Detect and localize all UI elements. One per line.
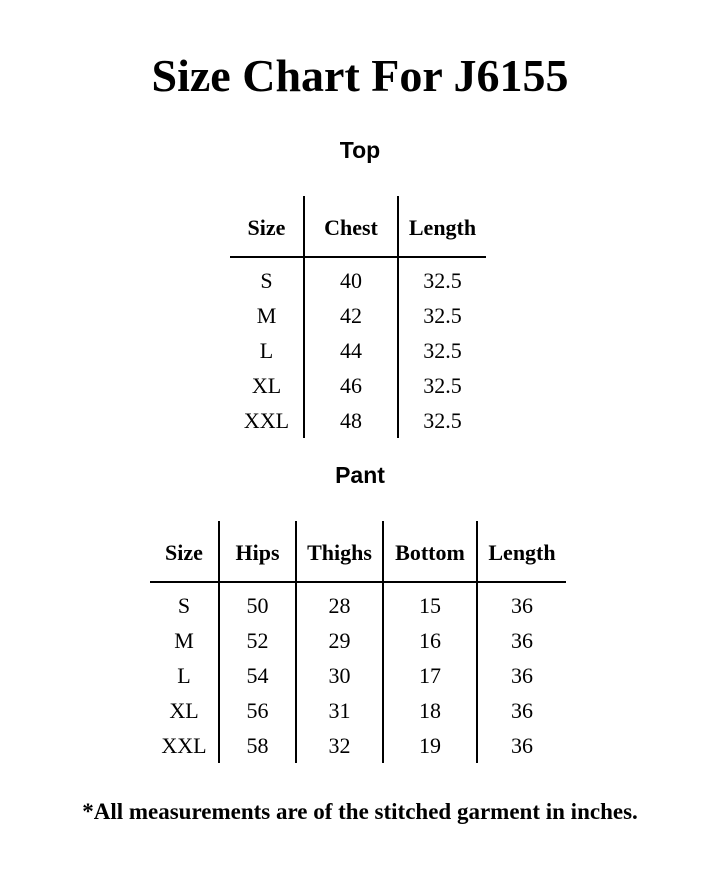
top-cell-chest: 46 [304, 368, 398, 403]
top-cell-size: XL [251, 372, 282, 398]
pant-cell-size: XL [169, 697, 199, 723]
table-row [150, 582, 566, 623]
pant-cell-hips: 54 [219, 658, 296, 693]
pant-cell-length: 36 [477, 623, 566, 658]
top-header-row [230, 196, 486, 257]
top-header-length: Length [398, 196, 486, 257]
top-cell-chest: 40 [304, 257, 398, 298]
pant-cell-bottom: 15 [383, 582, 477, 623]
pant-cell-bottom: 17 [383, 658, 477, 693]
table-row [230, 333, 486, 368]
top-header-size: Size [230, 196, 304, 257]
top-cell-chest: 48 [304, 403, 398, 438]
page-title: Size Chart For J6155 [151, 50, 569, 101]
top-cell-length: 32.5 [398, 257, 486, 298]
pant-cell-thighs: 31 [296, 693, 383, 728]
top-cell-chest: 42 [304, 298, 398, 333]
table-row [230, 298, 486, 333]
top-cell-size: M [256, 302, 277, 328]
pant-cell-thighs: 30 [296, 658, 383, 693]
pant-header-bottom: Bottom [383, 521, 477, 582]
pant-header-hips: Hips [219, 521, 296, 582]
pant-cell-size: M [174, 627, 194, 653]
pant-cell-hips: 50 [219, 582, 296, 623]
top-section-title: Top [339, 137, 381, 163]
top-cell-chest: 44 [304, 333, 398, 368]
top-cell-length: 32.5 [398, 403, 486, 438]
top-cell-size: L [259, 337, 274, 363]
pant-cell-thighs: 28 [296, 582, 383, 623]
table-row [230, 257, 486, 298]
pant-cell-bottom: 16 [383, 623, 477, 658]
top-cell-length: 32.5 [398, 368, 486, 403]
pant-cell-size: XXL [161, 732, 207, 758]
table-row [230, 368, 486, 403]
table-row [150, 658, 566, 693]
pant-cell-bottom: 19 [383, 728, 477, 763]
pant-cell-length: 36 [477, 582, 566, 623]
table-row [150, 728, 566, 763]
top-size-table [230, 196, 486, 438]
table-row [150, 623, 566, 658]
pant-cell-hips: 52 [219, 623, 296, 658]
pant-cell-thighs: 29 [296, 623, 383, 658]
pant-cell-length: 36 [477, 658, 566, 693]
pant-header-row [150, 521, 566, 582]
pant-cell-hips: 56 [219, 693, 296, 728]
table-row [150, 693, 566, 728]
pant-header-thighs: Thighs [296, 521, 383, 582]
top-cell-length: 32.5 [398, 298, 486, 333]
pant-cell-size: S [177, 592, 191, 618]
pant-cell-length: 36 [477, 693, 566, 728]
pant-cell-hips: 58 [219, 728, 296, 763]
top-cell-length: 32.5 [398, 333, 486, 368]
measurement-footnote: *All measurements are of the stitched garment in inches. [82, 799, 638, 824]
top-cell-size: S [260, 267, 273, 293]
top-header-chest: Chest [304, 196, 398, 257]
pant-header-length: Length [477, 521, 566, 582]
table-row [230, 403, 486, 438]
pant-section-title: Pant [335, 462, 385, 488]
pant-cell-bottom: 18 [383, 693, 477, 728]
pant-size-table [150, 521, 566, 763]
pant-cell-thighs: 32 [296, 728, 383, 763]
pant-cell-length: 36 [477, 728, 566, 763]
top-cell-size: XXL [243, 407, 290, 433]
pant-header-size: Size [150, 521, 219, 582]
pant-cell-size: L [177, 662, 191, 688]
